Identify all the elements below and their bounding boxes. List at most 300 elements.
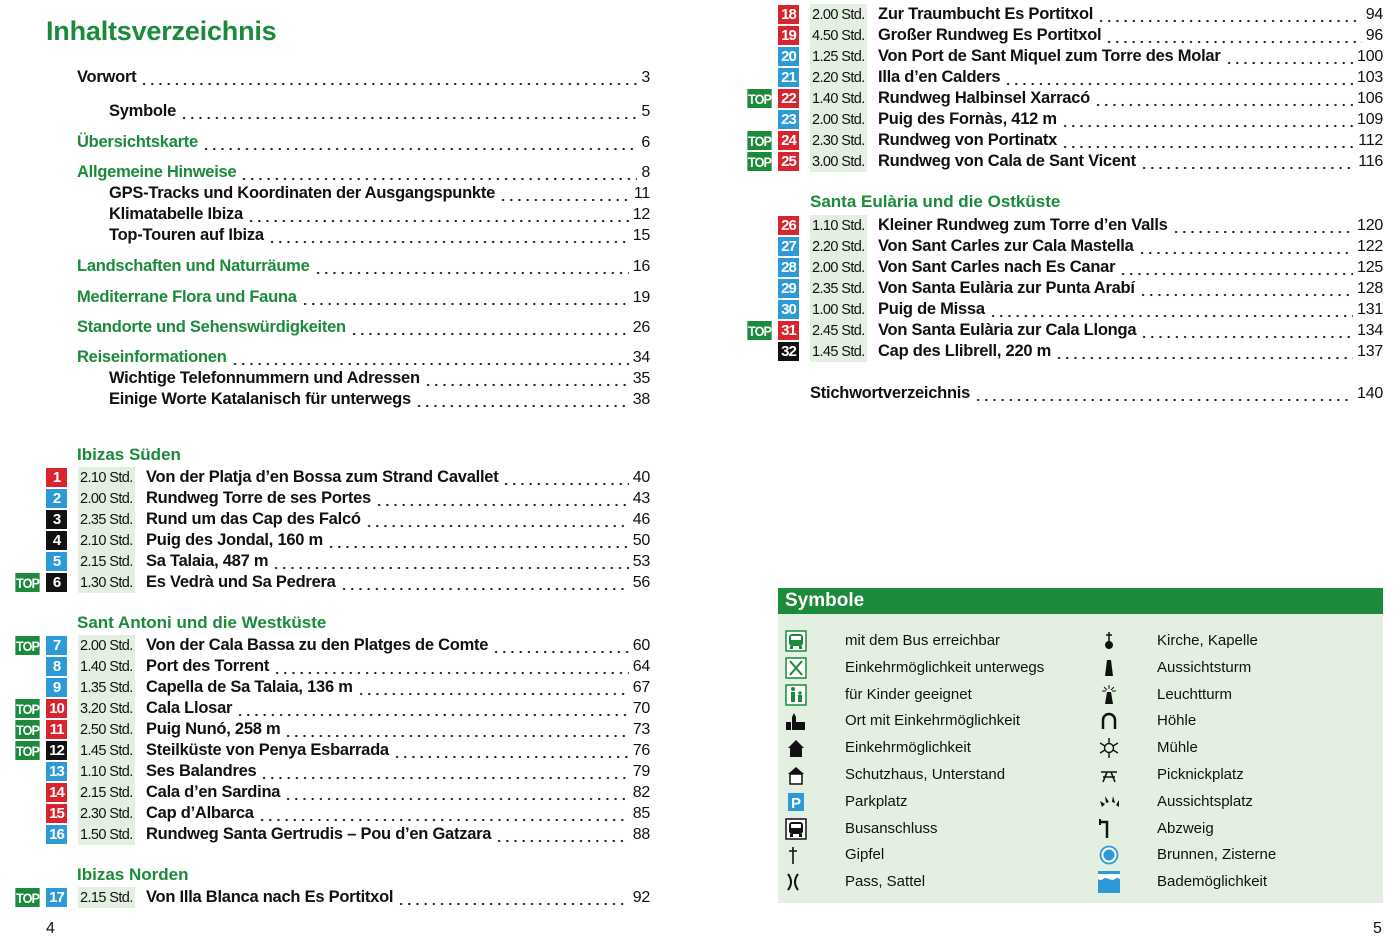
tour-row[interactable] bbox=[746, 4, 1383, 25]
tour-title: Von Sant Carles zur Cala Mastella bbox=[878, 237, 1134, 255]
symbol-label: Aussichtsplatz bbox=[1157, 792, 1253, 810]
tour-page: 106 bbox=[1357, 89, 1383, 107]
tour-title: Von Port de Sant Miquel zum Torre des Molar bbox=[878, 47, 1221, 65]
symbol-label: Ort mit Einkehrmöglichkeit bbox=[845, 712, 1021, 730]
dot-leader bbox=[1138, 236, 1354, 257]
symbol-label: für Kinder geeignet bbox=[845, 685, 972, 703]
entry-title: Einige Worte Katalanisch für unterwegs bbox=[109, 390, 411, 408]
top-tour-badge: TOP bbox=[16, 742, 39, 759]
tour-title: Puig de Missa bbox=[878, 300, 985, 318]
tour-number-badge: 17 bbox=[46, 888, 67, 907]
tour-number-badge: 13 bbox=[46, 762, 67, 781]
index-entry[interactable] bbox=[810, 383, 1383, 404]
tour-page: 100 bbox=[1357, 47, 1383, 65]
tour-page: 85 bbox=[632, 804, 650, 822]
tour-row[interactable] bbox=[746, 299, 1383, 320]
dot-leader bbox=[350, 317, 629, 338]
entry-page: 3 bbox=[641, 68, 650, 86]
tour-title: Von Santa Eulària zur Cala Llonga bbox=[878, 321, 1137, 339]
dot-leader bbox=[1139, 278, 1353, 299]
tour-duration: 3.20 Std. bbox=[78, 698, 135, 719]
tour-row[interactable] bbox=[746, 278, 1383, 299]
tour-row[interactable] bbox=[14, 761, 650, 782]
tour-title: Rundweg Santa Gertrudis – Pou d’en Gatzara bbox=[146, 825, 492, 843]
tour-row[interactable] bbox=[14, 551, 650, 572]
entry-title: Stichwortverzeichnis bbox=[810, 384, 971, 402]
entry-title: Allgemeine Hinweise bbox=[77, 163, 237, 181]
tour-page: 116 bbox=[1358, 152, 1383, 170]
entry-page: 140 bbox=[1357, 384, 1383, 402]
tour-page: 94 bbox=[1365, 5, 1383, 23]
tour-duration: 2.15 Std. bbox=[78, 887, 135, 908]
tour-number-badge: 5 bbox=[46, 552, 67, 571]
tour-page: 134 bbox=[1357, 321, 1383, 339]
toc-entry[interactable] bbox=[109, 101, 650, 122]
tour-row[interactable] bbox=[14, 740, 650, 761]
tour-page: 73 bbox=[632, 720, 650, 738]
tour-number-badge: 8 bbox=[46, 657, 67, 676]
tour-row[interactable] bbox=[14, 698, 650, 719]
tour-title: Steilküste von Penya Esbarrada bbox=[146, 741, 389, 759]
symbol-label: Abzweig bbox=[1157, 819, 1214, 837]
toc-entry[interactable] bbox=[77, 162, 650, 183]
dot-leader bbox=[492, 635, 628, 656]
tour-number-badge: 2 bbox=[46, 489, 67, 508]
tour-number-badge: 26 bbox=[778, 216, 799, 235]
tour-page: 53 bbox=[632, 552, 650, 570]
dot-leader bbox=[502, 467, 628, 488]
tour-row[interactable] bbox=[14, 824, 650, 845]
tour-title: Puig Nunó, 258 m bbox=[146, 720, 281, 738]
tour-number-badge: 28 bbox=[778, 258, 799, 277]
tour-number-badge: 30 bbox=[778, 300, 799, 319]
dot-leader bbox=[424, 368, 629, 389]
dot-leader bbox=[1140, 320, 1353, 341]
entry-page: 11 bbox=[633, 184, 650, 202]
svg-text:P: P bbox=[791, 794, 802, 812]
tour-title: Von der Cala Bassa zu den Platges de Comte bbox=[146, 636, 489, 654]
dot-leader bbox=[1061, 130, 1354, 151]
tour-row[interactable] bbox=[14, 803, 650, 824]
dot-leader bbox=[240, 162, 637, 183]
tour-page: 88 bbox=[632, 825, 650, 843]
section-heading: Santa Eulària und die Ostküste bbox=[810, 192, 1061, 211]
tour-duration: 2.45 Std. bbox=[810, 320, 867, 341]
symbol-label: Bademöglichkeit bbox=[1157, 873, 1268, 891]
top-tour-badge: TOP bbox=[748, 153, 771, 170]
tour-row[interactable] bbox=[14, 509, 650, 530]
entry-page: 16 bbox=[632, 257, 650, 275]
toc-entry[interactable] bbox=[77, 132, 650, 153]
tour-number-badge: 14 bbox=[46, 783, 67, 802]
dot-leader bbox=[268, 225, 629, 246]
tour-number-badge: 11 bbox=[46, 720, 67, 739]
tour-row[interactable] bbox=[14, 887, 650, 908]
tour-title: Cap d’Albarca bbox=[146, 804, 254, 822]
tour-title: Sa Talaia, 487 m bbox=[146, 552, 269, 570]
tour-title: Cala d’en Sardina bbox=[146, 783, 281, 801]
tour-page: 103 bbox=[1357, 68, 1383, 86]
tour-title: Ses Balandres bbox=[146, 762, 257, 780]
tour-number-badge: 20 bbox=[778, 47, 799, 66]
dot-leader bbox=[1140, 151, 1354, 172]
tour-number-badge: 24 bbox=[778, 131, 799, 150]
entry-title: Mediterrane Flora und Fauna bbox=[77, 288, 297, 306]
top-tour-badge: TOP bbox=[748, 132, 771, 149]
tour-duration: 1.40 Std. bbox=[78, 656, 135, 677]
tour-duration: 1.10 Std. bbox=[810, 215, 867, 236]
tour-number-badge: 19 bbox=[778, 26, 799, 45]
tour-number-badge: 16 bbox=[46, 825, 67, 844]
tour-page: 125 bbox=[1357, 258, 1383, 276]
tour-duration: 2.35 Std. bbox=[78, 509, 135, 530]
tour-number-badge: 1 bbox=[46, 468, 67, 487]
tour-page: 60 bbox=[632, 636, 650, 654]
tour-row[interactable] bbox=[14, 530, 650, 551]
tour-page: 43 bbox=[632, 489, 650, 507]
symbol-label: Aussichtsturm bbox=[1157, 658, 1252, 676]
entry-title: Top-Touren auf Ibiza bbox=[109, 226, 264, 244]
bus-green-icon bbox=[784, 629, 808, 653]
entry-title: GPS-Tracks und Koordinaten der Ausgangspunkte bbox=[109, 184, 496, 202]
toc-entry[interactable] bbox=[77, 347, 650, 368]
top-tour-badge: TOP bbox=[16, 637, 39, 654]
tour-row[interactable] bbox=[14, 782, 650, 803]
top-tour-badge: TOP bbox=[748, 90, 771, 107]
tour-number-badge: 22 bbox=[778, 89, 799, 108]
tour-title: Von Santa Eulària zur Punta Arabí bbox=[878, 279, 1135, 297]
top-tour-badge: TOP bbox=[16, 889, 39, 906]
dot-leader bbox=[1097, 4, 1362, 25]
tour-row[interactable] bbox=[14, 719, 650, 740]
tour-duration: 2.30 Std. bbox=[78, 803, 135, 824]
tour-duration: 2.35 Std. bbox=[810, 278, 867, 299]
tour-row[interactable] bbox=[14, 656, 650, 677]
symbol-label: mit dem Bus erreichbar bbox=[845, 632, 1001, 649]
symbol-label: Höhle bbox=[1157, 712, 1197, 730]
tour-title: Rund um das Cap des Falcó bbox=[146, 510, 361, 528]
tour-page: 120 bbox=[1357, 216, 1383, 234]
top-tour-badge: TOP bbox=[16, 574, 39, 591]
symbol-label: Picknickplatz bbox=[1157, 766, 1244, 783]
dot-leader bbox=[327, 530, 629, 551]
tour-row[interactable] bbox=[14, 467, 650, 488]
children-icon bbox=[784, 683, 808, 707]
tour-page: 137 bbox=[1357, 342, 1383, 360]
tour-page: 46 bbox=[632, 510, 650, 528]
tour-number-badge: 3 bbox=[46, 510, 67, 529]
tour-page: 128 bbox=[1357, 279, 1383, 297]
entry-title: Klimatabelle Ibiza bbox=[109, 205, 243, 223]
tour-title: Illa d’en Calders bbox=[878, 68, 1001, 86]
dot-leader bbox=[284, 719, 628, 740]
top-tour-badge: TOP bbox=[16, 721, 39, 738]
dot-leader bbox=[989, 299, 1353, 320]
tour-duration: 1.00 Std. bbox=[810, 299, 867, 320]
viewpoint-icon bbox=[1097, 790, 1121, 814]
tour-page: 70 bbox=[632, 699, 650, 717]
church-icon bbox=[1097, 629, 1121, 653]
entry-page: 38 bbox=[632, 390, 650, 408]
tour-title: Zur Traumbucht Es Portitxol bbox=[878, 5, 1094, 23]
toc-entry[interactable] bbox=[77, 317, 650, 338]
tour-title: Von der Platja d’en Bossa zum Strand Cavallet bbox=[146, 468, 499, 486]
tour-row[interactable] bbox=[746, 320, 1383, 341]
entry-page: 12 bbox=[632, 205, 650, 223]
tour-page: 122 bbox=[1357, 237, 1383, 255]
tour-row[interactable] bbox=[746, 341, 1383, 362]
tour-row[interactable] bbox=[14, 488, 650, 509]
tour-number-badge: 7 bbox=[46, 636, 67, 655]
symbol-label: Schutzhaus, Unterstand bbox=[845, 766, 1006, 783]
dot-leader bbox=[495, 824, 628, 845]
toc-entry[interactable] bbox=[109, 183, 650, 204]
toc-entry[interactable] bbox=[77, 287, 650, 308]
symbol-label: Einkehrmöglichkeit unterwegs bbox=[845, 658, 1045, 676]
parking-icon bbox=[784, 790, 808, 814]
toc-entry[interactable] bbox=[77, 67, 650, 88]
dot-leader bbox=[314, 256, 629, 277]
entry-page: 8 bbox=[641, 163, 650, 181]
top-tour-badge: TOP bbox=[16, 700, 39, 717]
tour-duration: 1.30 Std. bbox=[78, 572, 135, 593]
tour-title: Kleiner Rundweg zum Torre d’en Valls bbox=[878, 216, 1168, 234]
tour-page: 76 bbox=[632, 741, 650, 759]
entry-page: 26 bbox=[632, 318, 650, 336]
dot-leader bbox=[301, 287, 629, 308]
tour-number-badge: 6 bbox=[46, 573, 67, 592]
dot-leader bbox=[231, 347, 629, 368]
entry-page: 5 bbox=[641, 102, 650, 120]
tour-row[interactable] bbox=[746, 236, 1383, 257]
tour-title: Rundweg von Cala de Sant Vicent bbox=[878, 152, 1136, 170]
tour-row[interactable] bbox=[746, 109, 1383, 130]
symbol-label: Parkplatz bbox=[845, 792, 908, 810]
tour-title: Cala Llosar bbox=[146, 699, 233, 717]
junction-icon bbox=[1097, 817, 1121, 841]
page-number-left: 4 bbox=[46, 920, 55, 937]
tour-page: 40 bbox=[632, 468, 650, 486]
tour-duration: 1.40 Std. bbox=[810, 88, 867, 109]
tour-duration: 1.45 Std. bbox=[810, 341, 867, 362]
dot-leader bbox=[415, 389, 629, 410]
dot-leader bbox=[140, 67, 637, 88]
house-filled-icon bbox=[784, 736, 808, 760]
village-icon bbox=[784, 709, 808, 733]
tour-duration: 2.10 Std. bbox=[78, 530, 135, 551]
entry-title: Wichtige Telefonnummern und Adressen bbox=[109, 369, 420, 387]
tour-title: Von Illa Blanca nach Es Portitxol bbox=[146, 888, 394, 906]
toc-entry[interactable] bbox=[109, 225, 650, 246]
entry-page: 6 bbox=[641, 133, 650, 151]
tour-number-badge: 29 bbox=[778, 279, 799, 298]
tour-duration: 2.10 Std. bbox=[78, 467, 135, 488]
tour-title: Puig des Jondal, 160 m bbox=[146, 531, 323, 549]
dot-leader bbox=[202, 132, 637, 153]
tour-page: 96 bbox=[1365, 26, 1383, 44]
dot-leader bbox=[273, 656, 629, 677]
dot-leader bbox=[1105, 25, 1361, 46]
toc-entry[interactable] bbox=[77, 256, 650, 277]
pass-icon bbox=[784, 870, 808, 894]
tour-title: Cap des Llibrell, 220 m bbox=[878, 342, 1052, 360]
symbol-label: Mühle bbox=[1157, 739, 1198, 757]
dot-leader bbox=[1061, 109, 1353, 130]
symbol-label: Gipfel bbox=[845, 846, 885, 864]
tour-duration: 2.00 Std. bbox=[810, 257, 867, 278]
toc-entry[interactable] bbox=[109, 368, 650, 389]
tour-row[interactable] bbox=[746, 25, 1383, 46]
tour-title: Port des Torrent bbox=[146, 657, 270, 675]
tour-row[interactable] bbox=[746, 257, 1383, 278]
tour-row[interactable] bbox=[14, 677, 650, 698]
tour-number-badge: 23 bbox=[778, 110, 799, 129]
tour-duration: 2.00 Std. bbox=[810, 109, 867, 130]
symbol-label: Pass, Sattel bbox=[845, 873, 926, 891]
tour-page: 67 bbox=[632, 678, 650, 696]
tour-title: Von Sant Carles nach Es Canar bbox=[878, 258, 1116, 276]
tour-row[interactable] bbox=[746, 46, 1383, 67]
mill-icon bbox=[1097, 736, 1121, 760]
top-tour-badge: TOP bbox=[748, 322, 771, 339]
tour-title: Es Vedrà und Sa Pedrera bbox=[146, 573, 336, 591]
entry-title: Standorte und Sehenswürdigkeiten bbox=[77, 318, 346, 336]
tour-duration: 1.25 Std. bbox=[810, 46, 867, 67]
tour-duration: 2.00 Std. bbox=[810, 4, 867, 25]
dot-leader bbox=[1004, 67, 1353, 88]
tour-duration: 4.50 Std. bbox=[810, 25, 867, 46]
symbol-label: Kirche, Kapelle bbox=[1157, 632, 1258, 649]
tour-number-badge: 32 bbox=[778, 342, 799, 361]
section-heading: Sant Antoni und die Westküste bbox=[77, 613, 327, 632]
entry-title: Übersichtskarte bbox=[77, 133, 198, 151]
tour-title: Rundweg von Portinatx bbox=[878, 131, 1058, 149]
tour-row[interactable] bbox=[746, 151, 1383, 172]
tour-row[interactable] bbox=[746, 130, 1383, 151]
tour-title: Puig des Fornàs, 412 m bbox=[878, 110, 1057, 128]
tour-duration: 2.20 Std. bbox=[810, 236, 867, 257]
dot-leader bbox=[1225, 46, 1354, 67]
page-number-right: 5 bbox=[1373, 920, 1382, 937]
tour-title: Capella de Sa Talaia, 136 m bbox=[146, 678, 353, 696]
tour-page: 79 bbox=[632, 762, 650, 780]
tour-page: 82 bbox=[632, 783, 650, 801]
tour-page: 50 bbox=[632, 531, 650, 549]
tour-page: 109 bbox=[1357, 110, 1383, 128]
dot-leader bbox=[357, 677, 629, 698]
tour-duration: 2.00 Std. bbox=[78, 488, 135, 509]
symbol-label: Brunnen, Zisterne bbox=[1157, 846, 1277, 864]
tour-number-badge: 31 bbox=[778, 321, 799, 340]
tour-number-badge: 15 bbox=[46, 804, 67, 823]
tour-title: Rundweg Halbinsel Xarracó bbox=[878, 89, 1090, 107]
tour-number-badge: 12 bbox=[46, 741, 67, 760]
tour-duration: 1.45 Std. bbox=[78, 740, 135, 761]
dot-leader bbox=[393, 740, 629, 761]
tower-icon bbox=[1097, 656, 1121, 680]
toc-entry[interactable] bbox=[109, 204, 650, 225]
entry-title: Landschaften und Naturräume bbox=[77, 257, 310, 275]
picnic-icon bbox=[1097, 763, 1121, 787]
symbols-legend-title: Symbole bbox=[778, 588, 1383, 614]
tour-row[interactable] bbox=[746, 88, 1383, 109]
symbol-label: Einkehrmöglichkeit bbox=[845, 739, 971, 757]
cave-icon bbox=[1097, 709, 1121, 733]
dot-leader bbox=[180, 101, 637, 122]
dot-leader bbox=[499, 183, 630, 204]
dot-leader bbox=[974, 383, 1353, 404]
dot-leader bbox=[1094, 88, 1353, 109]
dot-leader bbox=[1172, 215, 1353, 236]
entry-title: Symbole bbox=[109, 102, 177, 120]
tour-row[interactable] bbox=[14, 635, 650, 656]
dot-leader bbox=[260, 761, 628, 782]
dot-leader bbox=[284, 782, 628, 803]
tour-page: 131 bbox=[1357, 300, 1383, 318]
tour-page: 56 bbox=[632, 573, 650, 591]
dot-leader bbox=[340, 572, 629, 593]
entry-title: Reiseinformationen bbox=[77, 348, 227, 366]
summit-cross-icon bbox=[784, 843, 808, 867]
tour-page: 112 bbox=[1358, 131, 1383, 149]
tour-duration: 2.50 Std. bbox=[78, 719, 135, 740]
entry-page: 15 bbox=[632, 226, 650, 244]
tour-number-badge: 27 bbox=[778, 237, 799, 256]
tour-row[interactable] bbox=[746, 67, 1383, 88]
lighthouse-icon bbox=[1097, 683, 1121, 707]
restaurant-icon bbox=[784, 656, 808, 680]
tour-row[interactable] bbox=[14, 572, 650, 593]
section-heading: Ibizas Norden bbox=[77, 865, 189, 884]
tour-duration: 2.00 Std. bbox=[78, 635, 135, 656]
dot-leader bbox=[258, 803, 629, 824]
tour-number-badge: 10 bbox=[46, 699, 67, 718]
entry-page: 34 bbox=[632, 348, 650, 366]
dot-leader bbox=[375, 488, 629, 509]
tour-duration: 2.20 Std. bbox=[810, 67, 867, 88]
dot-leader bbox=[272, 551, 628, 572]
tour-page: 92 bbox=[632, 888, 650, 906]
tour-duration: 2.15 Std. bbox=[78, 551, 135, 572]
section-heading: Ibizas Süden bbox=[77, 445, 181, 464]
symbol-label: Busanschluss bbox=[845, 819, 938, 837]
tour-number-badge: 9 bbox=[46, 678, 67, 697]
symbol-label: Leuchtturm bbox=[1157, 685, 1233, 703]
tour-row[interactable] bbox=[746, 215, 1383, 236]
dot-leader bbox=[365, 509, 629, 530]
entry-page: 35 bbox=[632, 369, 650, 387]
tour-number-badge: 18 bbox=[778, 5, 799, 24]
page-title: Inhaltsverzeichnis bbox=[46, 16, 277, 46]
dot-leader bbox=[236, 698, 628, 719]
tour-duration: 1.50 Std. bbox=[78, 824, 135, 845]
tour-duration: 3.00 Std. bbox=[810, 151, 867, 172]
tour-duration: 2.15 Std. bbox=[78, 782, 135, 803]
entry-page: 19 bbox=[632, 288, 650, 306]
tour-title: Großer Rundweg Es Portitxol bbox=[878, 26, 1102, 44]
dot-leader bbox=[247, 204, 629, 225]
bus-black-icon bbox=[784, 817, 808, 841]
dot-leader bbox=[1055, 341, 1353, 362]
tour-number-badge: 25 bbox=[778, 152, 799, 171]
shelter-icon bbox=[784, 763, 808, 787]
tour-duration: 1.35 Std. bbox=[78, 677, 135, 698]
tour-page: 64 bbox=[632, 657, 650, 675]
dot-leader bbox=[1119, 257, 1353, 278]
toc-entry[interactable] bbox=[109, 389, 650, 410]
tour-duration: 2.30 Std. bbox=[810, 130, 867, 151]
tour-title: Rundweg Torre de ses Portes bbox=[146, 489, 371, 507]
